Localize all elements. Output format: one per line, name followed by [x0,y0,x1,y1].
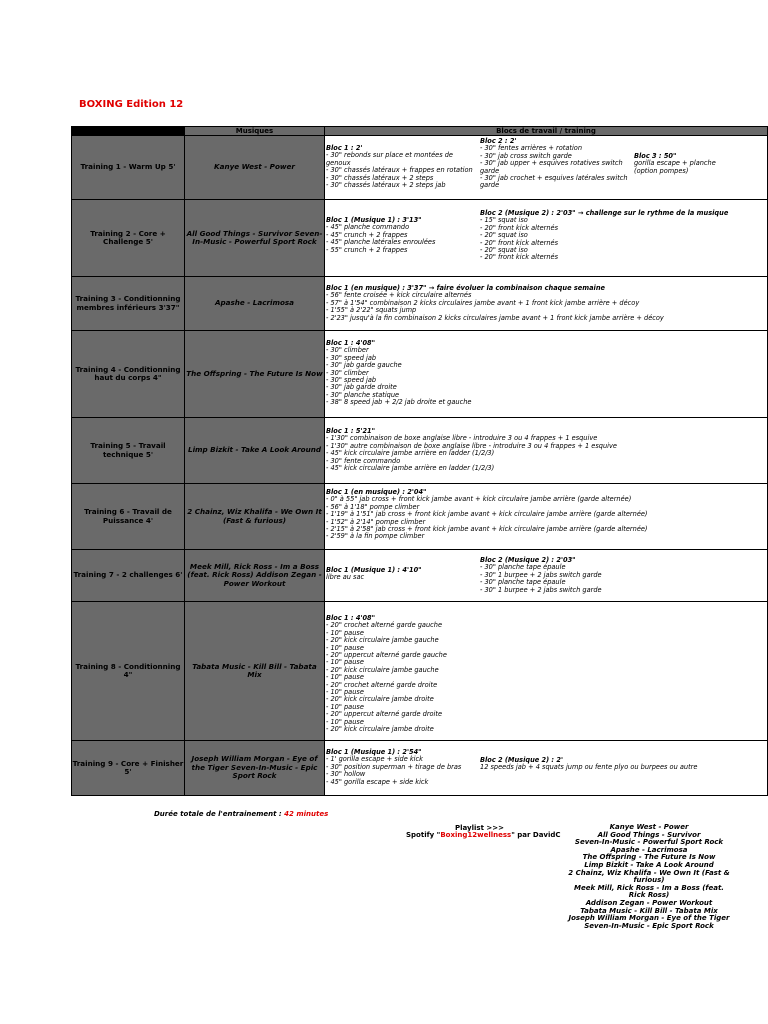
block [326,615,447,734]
block-line: - 30" climber [326,368,369,377]
block-line: - 2'23" jusqu'à la fin combinaison 2 kicks circulaires jambe avant + 1 front kick jambe arrière + décoy [326,313,664,322]
block-title: Bloc 1 : 5'21" [326,427,376,435]
block-line: - 30" speed jab [326,353,377,362]
block-line: - 55" crunch + 2 frappes [326,245,408,254]
block-line: - 20" crochet alterné garde gauche [326,621,443,630]
table-row [72,277,768,331]
blocks-cell [325,484,768,550]
training-name: Training 8 - Conditionning 4" [72,602,185,741]
table-row [72,484,768,550]
music-cell: Limp Bizkit - Take A Look Around [185,418,325,484]
block-title: Bloc 1 : 2' [326,144,363,152]
block-line: - 10" pause [326,688,364,697]
block-line: - 30" speed jab [326,376,377,385]
block-line: 12 speeds jab + 4 squats jump ou fente plyo ou burpees ou autre [480,763,698,772]
block-title: Bloc 1 (en musique) : 3'37" → faire évoluer la combinaison chaque semaine [326,284,605,292]
list-item: Seven-In-Music - Epic Sport Rock [584,921,714,930]
block-line: - 30" rebonds sur place et montées de genoux [326,151,453,167]
block [480,557,602,594]
block [326,145,476,189]
blocks-cell [325,331,768,418]
music-cell: 2 Chainz, Wiz Khalifa - We Own It (Fast & furious) [185,484,325,550]
spotify-playlist-name: Boxing12wellness [440,831,512,839]
list-item: Seven-In-Music - Powerful Sport Rock [574,838,724,847]
block-line: - 30" jab garde gauche [326,361,402,370]
block [480,757,697,772]
block-title: Bloc 2 (Musique 2) : 2' [480,756,563,764]
block-title: Bloc 2 (Musique 2) : 2'03" → challenge sur le rythme de la musique [480,209,729,217]
training-name: Training 4 - Conditionning haut du corps 4" [72,331,185,418]
block-line: - 0" à 55" jab cross + front kick jambe avant + kick circulaire jambe arrière (garde alternée) [326,495,632,504]
block-line: - 45" kick circulaire jambe arrière en ladder (1/2/3) [326,464,495,473]
block-title: Bloc 3 : 50" [634,152,677,160]
block-line: - 30" planche statique [326,390,400,399]
list-item: Addison Zegan - Power Workout [585,898,713,907]
block-line: - 1'55" à 2'22" squats jump [326,306,417,315]
block [634,153,734,175]
block-title: Bloc 1 (Musique 1) : 3'13" [326,216,422,224]
block-line: - 1' gorilla escape + side kick [326,755,423,764]
block-line: - 20" kick circulaire jambe droite [326,725,434,734]
table-row [72,418,768,484]
block-line: - 30" planche tape épaule [480,563,566,572]
block-line: - 45" gorilla escape + side kick [326,777,429,786]
music-cell: The Offspring - The Future Is Now [185,331,325,418]
block-line: - 30" hollow [326,770,366,779]
blocks-cell [325,200,768,277]
header-empty-cell [72,127,185,136]
block-line: - 20" squat iso [480,246,528,255]
music-cell: All Good Things - Survivor Seven-In-Music - Powerful Sport Rock [185,200,325,277]
block-line: - 20" squat iso [480,231,528,240]
block-line: - 10" pause [326,702,364,711]
training-name: Training 7 - 2 challenges 6' [72,550,185,602]
block-line: - 30" chassés latéraux + 2 steps jab [326,181,446,190]
block-line: - 30" 1 burpee + 2 jabs switch garde [480,570,602,579]
block [326,428,617,472]
block [326,217,435,254]
block-line: - 2'15" à 2'58" jab cross + front kick jambe avant + kick circulaire jambe arrière (garde alternée) [326,525,648,534]
block-line: - 45" kick circulaire jambe arrière en ladder (1/2/3) [326,449,495,458]
table-row [72,741,768,796]
training-name: Training 6 - Travail de Puissance 4' [72,484,185,550]
table-row [72,200,768,277]
playlist-label: Playlist >>> [455,824,504,832]
header-blocks: Blocs de travail / training [325,127,768,136]
block-line: - 1'30" autre combinaison de boxe anglaise libre - introduire 3 ou 4 frappes + 1 esquive [326,441,617,450]
training-name: Training 2 - Core + Challenge 5' [72,200,185,277]
block-line: - 45" planche commando [326,223,410,232]
block-title: Bloc 1 (Musique 1) : 4'10" [326,566,422,574]
table-header-row [72,127,768,136]
training-name: Training 3 - Conditionning membres inférieurs 3'37" [72,277,185,331]
block-line: - 30" position superman + tirage de bras [326,762,462,771]
list-item: Tabata Music - Kill Bill - Tabata Mix [580,906,718,915]
training-table [71,126,768,796]
block-line: - 30" jab upper + esquives rotatives switch garde [480,159,623,175]
block-title: Bloc 2 (Musique 2) : 2'03" [480,556,576,564]
header-music: Musiques [185,127,325,136]
block-line: - 30" 1 burpee + 2 jabs switch garde [480,585,602,594]
list-item: All Good Things - Survivor [597,830,701,839]
training-name: Training 9 - Core + Finisher 5' [72,741,185,796]
block-line: libre au sac [326,573,365,582]
table-row [72,602,768,741]
block-line: - 30" chassés latéraux + frappes en rotation [326,166,473,175]
block-line: - 2'59" à la fin pompe climber [326,532,425,541]
blocks-cell [325,741,768,796]
music-cell: Tabata Music - Kill Bill - Tabata Mix [185,602,325,741]
blocks-cell [325,550,768,602]
block-line: - 10" pause [326,643,364,652]
block-title: Bloc 1 (en musique) : 2'04" [326,488,427,496]
spotify-suffix: " par DavidC [511,831,561,839]
block-line: - 10" pause [326,658,364,667]
block-line: - 30" jab crochet + esquives latérales switch garde [480,174,628,190]
total-duration [154,810,328,818]
block-line: - 56" fente croisée + kick circulaire alternés [326,291,472,300]
block-line: - 45" crunch + 2 frappes [326,230,408,239]
block-line: - 20" kick circulaire jambe gauche [326,665,439,674]
music-cell: Meek Mill, Rick Ross - Im a Boss (feat. Rick Ross) Addison Zegan - Power Workout [185,550,325,602]
block-line: - 38" 8 speed jab + 2/2 jab droite et gauche [326,398,472,407]
block [326,489,648,541]
block-line: - 30" jab garde droite [326,383,397,392]
blocks-cell [325,602,768,741]
block-line: - 20" front kick alternés [480,223,559,232]
music-cell: Joseph William Morgan - Eye of the Tiger Seven-In-Music - Epic Sport Rock [185,741,325,796]
block [326,285,664,322]
block-line: - 15" squat iso [480,216,528,225]
blocks-cell [325,136,768,200]
block-line: - 30" chassés latéraux + 2 steps [326,173,434,182]
table-row [72,331,768,418]
list-item: 2 Chainz, Wiz Khalifa - We Own It (Fast & furious) [568,868,730,885]
music-cell: Apashe - Lacrimosa [185,277,325,331]
block-line: - 10" pause [326,673,364,682]
block [326,567,422,582]
block [326,340,471,407]
block-line: - 1'19" à 1'51" jab cross + front kick jambe avant + kick circulaire jambe arrière (garde alternée) [326,510,648,519]
blocks-cell [325,277,768,331]
block-title: Bloc 1 : 4'08" [326,339,376,347]
training-name: Training 5 - Travail technique 5' [72,418,185,484]
block-line: - 20" crochet alterné garde droite [326,680,438,689]
block-line: - 10" pause [326,628,364,637]
block-line: - 30" fentes arrières + rotation [480,144,582,153]
list-item: Kanye West - Power [609,823,689,831]
list-item: Limp Bizkit - Take A Look Around [584,860,714,869]
block-line: - 30" fente commando [326,456,401,465]
list-item: Apashe - Lacrimosa [610,845,688,854]
list-item: Joseph William Morgan - Eye of the Tiger [568,914,730,923]
block-title: Bloc 1 (Musique 1) : 2'54" [326,748,422,756]
training-name: Training 1 - Warm Up 5' [72,136,185,200]
spotify-playlist [406,831,561,839]
spotify-prefix: Spotify " [406,831,441,839]
block-line: - 20" kick circulaire jambe gauche [326,636,439,645]
document-title: BOXING Edition 12 [79,99,184,110]
block-line: gorilla escape + planche (option pompes) [634,159,716,175]
block-line: - 10" pause [326,717,364,726]
block-line: - 56" à 1'18" pompe climber [326,502,420,511]
block-line: - 20" front kick alternés [480,238,559,247]
blocks-cell [325,418,768,484]
table-row [72,136,768,200]
block [480,138,630,190]
block [480,210,728,262]
block-line: - 1'52" à 2'14" pompe climber [326,517,426,526]
block [326,749,461,786]
block-line: - 20" uppercut alterné garde droite [326,710,443,719]
block-title: Bloc 2 : 2' [480,137,517,145]
list-item: Meek Mill, Rick Ross - Im a Boss (feat. Rick Ross) [574,883,724,900]
table-row [72,550,768,602]
duration-label: Durée totale de l'entrainement : [154,810,282,818]
block-line: - 20" kick circulaire jambe droite [326,695,434,704]
song-list [566,824,732,930]
block-line: - 20" front kick alternés [480,253,559,262]
block-line: - 20" uppercut alterné garde gauche [326,651,447,660]
block-line: - 30" jab cross switch garde [480,151,572,160]
music-cell: Kanye West - Power [185,136,325,200]
list-item: The Offspring - The Future Is Now [582,853,716,862]
block-title: Bloc 1 : 4'08" [326,614,376,622]
block-line: - 45" planche latérales enroulées [326,238,436,247]
block-line: - 30" climber [326,346,369,355]
block-line: - 57" à 1'54" combinaison 2 kicks circulaires jambe avant + 1 front kick jambe arrière + décoy [326,298,640,307]
block-line: - 30" planche tape épaule [480,578,566,587]
block-line: - 1'30" combinaison de boxe anglaise libre - introduire 3 ou 4 frappes + 1 esquive [326,434,598,443]
duration-value: 42 minutes [284,810,329,818]
